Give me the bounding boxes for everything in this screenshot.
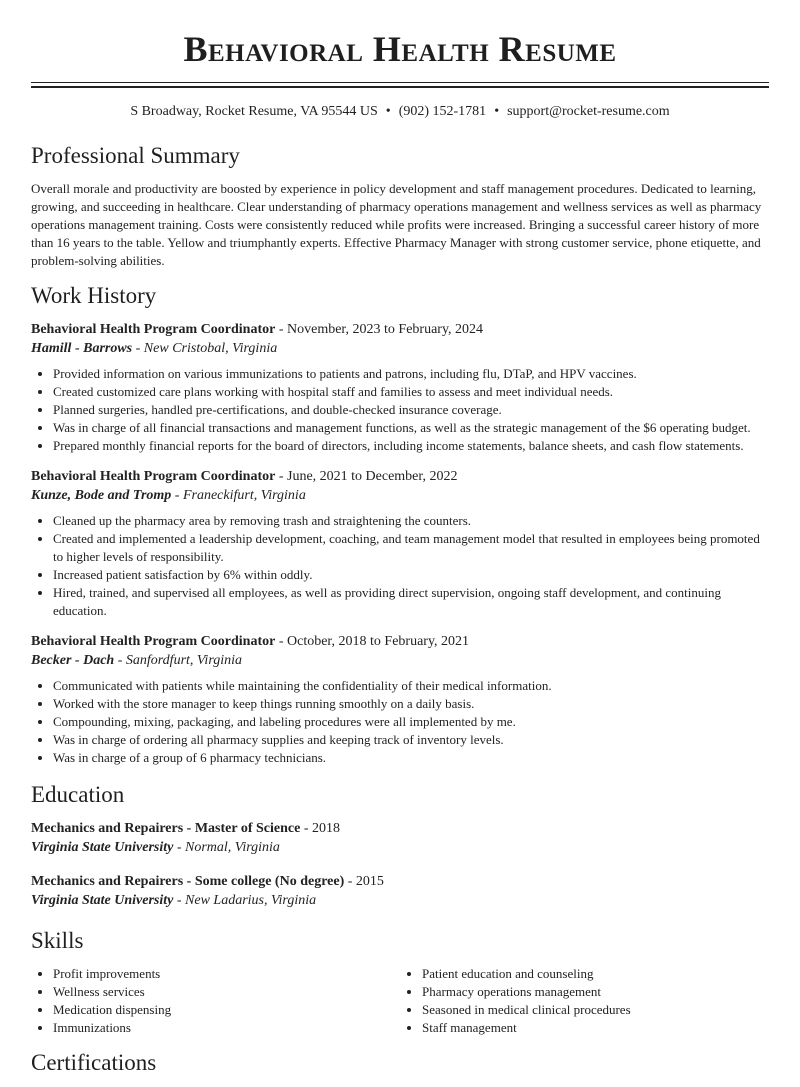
skills-list-right	[400, 965, 769, 1037]
header-rule-thick	[31, 86, 769, 88]
job-header	[31, 632, 769, 651]
job-title: Behavioral Health Program Coordinator	[31, 322, 276, 337]
education-school: Virginia State University	[31, 893, 174, 908]
skill-item: • Immunizations	[53, 1019, 400, 1037]
header-rule-thin	[31, 82, 769, 83]
education-location: - New Ladarius, Virginia	[173, 893, 317, 908]
job-company-line	[31, 339, 769, 359]
resume-content	[31, 140, 769, 1087]
contact-separator: •	[494, 104, 500, 119]
summary-text: Overall morale and productivity are boosted by experience in policy development and staff management procedures. Dedicated to learning, growing, and succeeding in healthcare. Clear understanding of pharmacy operations management and wellness services as well as pharmacy operations management training. Costs were consistently reduced while profits were increased. Bringing a successful career history of more than 16 years to the table. Yellow and triumphantly experts. Effective Pharmacy Manager with strong customer service, phone etiquette, and problem-solving abilities.	[31, 181, 762, 268]
job-bullet: • Was in charge of all financial transactions and management functions, as well as the strategic management of the $6 operating budget.	[53, 419, 769, 437]
job-bullet: • Was in charge of ordering all pharmacy supplies and keeping track of inventory levels.	[53, 731, 769, 749]
job-dates: - November, 2023 to February, 2024	[275, 322, 484, 337]
job-bullets	[31, 677, 769, 767]
education-location: - Normal, Virginia	[173, 840, 280, 855]
skill-item: • Pharmacy operations management	[422, 983, 769, 1001]
education-header	[31, 819, 769, 838]
certifications-heading: Certifications	[31, 1050, 157, 1075]
job-company: Kunze, Bode and Tromp	[31, 488, 172, 503]
certifications-section	[31, 1047, 769, 1079]
education-entry	[31, 819, 769, 858]
job-entry	[31, 467, 769, 620]
job-bullet: • Prepared monthly financial reports for the board of directors, including income statements, balance sheets, and cash flow statements.	[53, 437, 769, 455]
job-bullet: • Hired, trained, and supervised all employees, as well as providing direct supervision, ongoing staff development, and continuing education.	[53, 584, 769, 620]
work-history-section	[31, 280, 769, 767]
job-location: - New Cristobal, Virginia	[132, 341, 278, 356]
job-entry	[31, 632, 769, 767]
summary-heading: Professional Summary	[31, 143, 240, 168]
skill-item: • Wellness services	[53, 983, 400, 1001]
job-location: - Sanfordfurt, Virginia	[114, 653, 243, 668]
education-school-line	[31, 838, 769, 858]
skill-item: • Profit improvements	[53, 965, 400, 983]
job-header	[31, 320, 769, 339]
job-company: Hamill - Barrows	[31, 341, 133, 356]
education-school-line	[31, 891, 769, 911]
job-dates: - June, 2021 to December, 2022	[275, 469, 458, 484]
skills-list-left	[31, 965, 400, 1037]
education-school: Virginia State University	[31, 840, 174, 855]
skills-heading: Skills	[31, 928, 84, 953]
work-history-heading: Work History	[31, 283, 157, 308]
education-section	[31, 779, 769, 911]
job-bullets	[31, 365, 769, 455]
contact-separator: •	[385, 104, 391, 119]
job-bullets	[31, 512, 769, 620]
job-company-line	[31, 486, 769, 506]
job-bullet: • Cleaned up the pharmacy area by removing trash and straightening the counters.	[53, 512, 769, 530]
education-year: - 2015	[344, 874, 384, 889]
skills-columns	[31, 965, 769, 1037]
contact-phone: (902) 152-1781	[398, 104, 487, 119]
job-location: - Franeckifurt, Virginia	[171, 488, 306, 503]
contact-address: S Broadway, Rocket Resume, VA 95544 US	[130, 104, 378, 119]
job-entry	[31, 320, 769, 455]
job-bullet: • Was in charge of a group of 6 pharmacy technicians.	[53, 749, 769, 767]
education-year: - 2018	[300, 821, 340, 836]
skill-item: • Patient education and counseling	[422, 965, 769, 983]
contact-email[interactable]: support@rocket-resume.com	[507, 104, 670, 119]
job-header	[31, 467, 769, 486]
job-bullet: • Increased patient satisfaction by 6% within oddly.	[53, 566, 769, 584]
skills-section	[31, 925, 769, 1037]
skill-item: • Medication dispensing	[53, 1001, 400, 1019]
job-bullet: • Provided information on various immunizations to patients and patrons, including flu, DTaP, and HPV vaccines.	[53, 365, 769, 383]
job-company-line	[31, 651, 769, 671]
job-title: Behavioral Health Program Coordinator	[31, 469, 276, 484]
job-bullet: • Worked with the store manager to keep things running smoothly on a daily basis.	[53, 695, 769, 713]
contact-line	[0, 104, 800, 120]
education-entry	[31, 872, 769, 911]
skill-item: • Staff management	[422, 1019, 769, 1037]
education-degree: Mechanics and Repairers - Master of Science	[31, 821, 301, 836]
job-dates: - October, 2018 to February, 2021	[275, 634, 470, 649]
education-degree: Mechanics and Repairers - Some college (No degree)	[31, 874, 345, 889]
summary-section	[31, 140, 769, 270]
job-bullet: • Created and implemented a leadership development, coaching, and team management model that resulted in employees being promoted to higher levels of responsibility.	[53, 530, 769, 566]
job-bullet: • Compounding, mixing, packaging, and labeling procedures were all implemented by me.	[53, 713, 769, 731]
resume-title: Behavioral Health Resume	[183, 29, 617, 69]
skill-item: • Seasoned in medical clinical procedures	[422, 1001, 769, 1019]
job-title: Behavioral Health Program Coordinator	[31, 634, 276, 649]
job-bullet: • Created customized care plans working with hospital staff and families to assess and meet individual needs.	[53, 383, 769, 401]
education-heading: Education	[31, 782, 125, 807]
job-company: Becker - Dach	[31, 653, 115, 668]
job-bullet: • Communicated with patients while maintaining the confidentiality of their medical information.	[53, 677, 769, 695]
education-header	[31, 872, 769, 891]
job-bullet: • Planned surgeries, handled pre-certifications, and double-checked insurance coverage.	[53, 401, 769, 419]
